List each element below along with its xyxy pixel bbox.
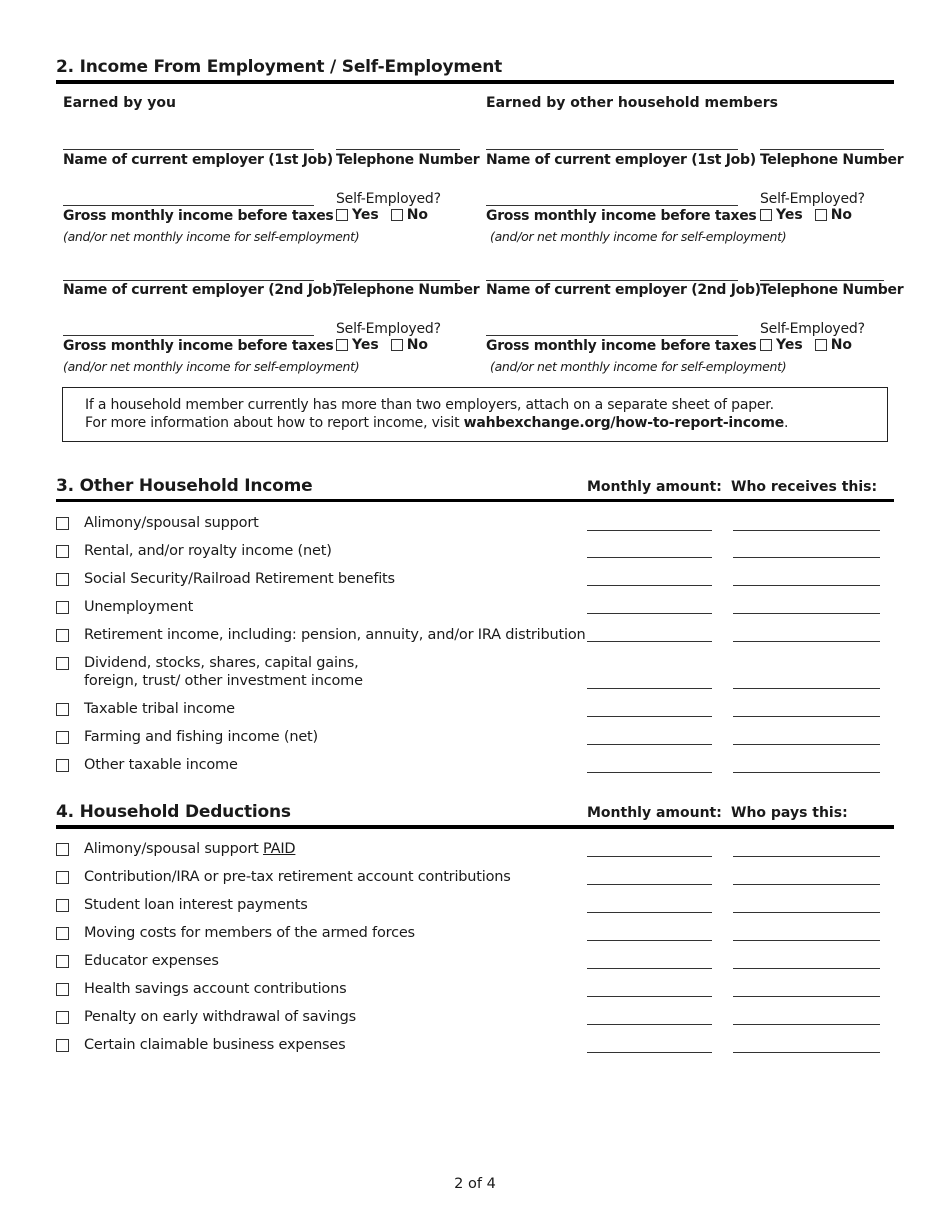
no-label: No: [406, 337, 429, 353]
amount-input[interactable]: [587, 530, 712, 531]
no-label: No: [830, 337, 853, 353]
you-phone-2-input[interactable]: [336, 280, 460, 281]
others-employer-1-input[interactable]: [486, 149, 738, 150]
income-item: [56, 542, 332, 560]
income-item-label: Alimony/spousal support: [84, 515, 259, 531]
you-gross-1-input[interactable]: [63, 205, 314, 206]
others-phone-2-label: Telephone Number: [760, 282, 904, 298]
others-se2-yes-checkbox[interactable]: [760, 339, 772, 351]
deduction-item: [56, 868, 511, 886]
income-item-label: [84, 654, 363, 690]
who-input[interactable]: [733, 912, 880, 913]
employer-notice-box: [62, 387, 888, 442]
income-item-label: Taxable tribal income: [84, 701, 235, 717]
others-employer-2-input[interactable]: [486, 280, 738, 281]
others-gross-1-label: Gross monthly income before taxes: [486, 208, 757, 224]
amount-input[interactable]: [587, 940, 712, 941]
section-3-rule: [56, 499, 894, 502]
deduction-item-label: Educator expenses: [84, 953, 219, 969]
yes-label: Yes: [776, 207, 803, 223]
section-2-title: 2. Income From Employment / Self-Employment: [56, 57, 503, 77]
who-input[interactable]: [733, 613, 880, 614]
retirement-checkbox[interactable]: [56, 629, 69, 642]
farming-checkbox[interactable]: [56, 731, 69, 744]
you-se2-no-checkbox[interactable]: [391, 339, 403, 351]
section-4-rule: [56, 825, 894, 829]
deduction-item: [56, 1036, 346, 1054]
social-security-checkbox[interactable]: [56, 573, 69, 586]
amount-input[interactable]: [587, 585, 712, 586]
income-item: [56, 728, 318, 746]
section-2-rule: [56, 80, 894, 84]
hsa-checkbox[interactable]: [56, 983, 69, 996]
tribal-income-checkbox[interactable]: [56, 703, 69, 716]
student-loan-checkbox[interactable]: [56, 899, 69, 912]
amount-input[interactable]: [587, 688, 712, 689]
income-item: [56, 514, 259, 532]
amount-input[interactable]: [587, 912, 712, 913]
alimony-paid-checkbox[interactable]: [56, 843, 69, 856]
income-item: [56, 626, 586, 644]
who-input[interactable]: [733, 1052, 880, 1053]
others-phone-1-input[interactable]: [760, 149, 884, 150]
yes-label: Yes: [776, 337, 803, 353]
who-input[interactable]: [733, 1024, 880, 1025]
yes-label: Yes: [352, 337, 379, 353]
income-item-label: Other taxable income: [84, 757, 238, 773]
who-input[interactable]: [733, 641, 880, 642]
dividend-line-1: Dividend, stocks, shares, capital gains,: [84, 655, 359, 671]
others-se1-no-checkbox[interactable]: [815, 209, 827, 221]
dividend-line-2: foreign, trust/ other investment income: [84, 673, 363, 689]
amount-input[interactable]: [587, 968, 712, 969]
amount-input[interactable]: [587, 557, 712, 558]
others-gross-2-input[interactable]: [486, 335, 738, 336]
notice-line-2: [85, 414, 887, 432]
who-input[interactable]: [733, 716, 880, 717]
deduction-item: [56, 980, 346, 998]
you-employer-2-input[interactable]: [63, 280, 314, 281]
notice-line-1: If a household member currently has more than two employers, attach on a separate sheet of paper.: [85, 397, 774, 413]
you-phone-1-input[interactable]: [336, 149, 460, 150]
section-4-amount-header: Monthly amount:: [587, 805, 722, 821]
amount-input[interactable]: [587, 996, 712, 997]
income-item: [56, 654, 363, 690]
who-input[interactable]: [733, 996, 880, 997]
earned-by-others-header: Earned by other household members: [486, 95, 778, 111]
income-item: [56, 570, 395, 588]
alimony-paid-prefix: Alimony/spousal support: [84, 841, 264, 857]
who-input[interactable]: [733, 530, 880, 531]
deduction-item-label: Moving costs for members of the armed forces: [84, 925, 415, 941]
deduction-item-label: [84, 840, 295, 858]
no-label: No: [406, 207, 429, 223]
no-label: No: [830, 207, 853, 223]
who-input[interactable]: [733, 688, 880, 689]
deduction-item-label: Penalty on early withdrawal of savings: [84, 1009, 356, 1025]
you-phone-1-label: Telephone Number: [336, 152, 480, 168]
income-item: [56, 700, 235, 718]
amount-input[interactable]: [587, 856, 712, 857]
income-item-label: Social Security/Railroad Retirement benefits: [84, 571, 395, 587]
income-item-label: Rental, and/or royalty income (net): [84, 543, 332, 559]
amount-input[interactable]: [587, 884, 712, 885]
amount-input[interactable]: [587, 1052, 712, 1053]
others-gross-1-input[interactable]: [486, 205, 738, 206]
who-input[interactable]: [733, 772, 880, 773]
others-self-employed-1-options: [760, 207, 852, 223]
others-self-employed-2-question: Self-Employed?: [760, 321, 865, 337]
you-phone-2-label: Telephone Number: [336, 282, 480, 298]
section-4-title: 4. Household Deductions: [56, 802, 291, 822]
others-employer-1-label: Name of current employer (1st Job): [486, 152, 756, 168]
notice-prefix: For more information about how to report income, visit: [85, 415, 464, 431]
you-gross-2-label: Gross monthly income before taxes: [63, 338, 334, 354]
income-item: [56, 598, 193, 616]
report-income-link[interactable]: wahbexchange.org/how-to-report-income: [463, 415, 785, 431]
amount-input[interactable]: [587, 641, 712, 642]
other-taxable-checkbox[interactable]: [56, 759, 69, 772]
you-self-employed-2-question: Self-Employed?: [336, 321, 441, 337]
others-net-note-1: (and/or net monthly income for self-employment): [490, 229, 787, 244]
you-net-note-2: (and/or net monthly income for self-employment): [63, 359, 360, 374]
moving-costs-checkbox[interactable]: [56, 927, 69, 940]
income-item-label: Retirement income, including: pension, annuity, and/or IRA distribution: [84, 627, 586, 643]
who-input[interactable]: [733, 557, 880, 558]
others-self-employed-1-question: Self-Employed?: [760, 191, 865, 207]
rental-checkbox[interactable]: [56, 545, 69, 558]
section-3-amount-header: Monthly amount:: [587, 479, 722, 495]
alimony-checkbox[interactable]: [56, 517, 69, 530]
yes-label: Yes: [352, 207, 379, 223]
deduction-item: [56, 952, 219, 970]
others-employer-2-label: Name of current employer (2nd Job): [486, 282, 761, 298]
you-net-note-1: (and/or net monthly income for self-employment): [63, 229, 360, 244]
who-input[interactable]: [733, 968, 880, 969]
deduction-item: [56, 924, 415, 942]
you-se2-yes-checkbox[interactable]: [336, 339, 348, 351]
you-self-employed-1-options: [336, 207, 428, 223]
income-item: [56, 756, 238, 774]
section-4-who-header: Who pays this:: [731, 805, 848, 821]
section-3-title: 3. Other Household Income: [56, 476, 313, 496]
others-se2-no-checkbox[interactable]: [815, 339, 827, 351]
others-gross-2-label: Gross monthly income before taxes: [486, 338, 757, 354]
you-se1-yes-checkbox[interactable]: [336, 209, 348, 221]
paid-emphasis: PAID: [263, 841, 296, 857]
deduction-item-label: Certain claimable business expenses: [84, 1037, 346, 1053]
earned-by-you-header: Earned by you: [63, 95, 177, 111]
deduction-item-label: Health savings account contributions: [84, 981, 347, 997]
income-item-label: Unemployment: [84, 599, 194, 615]
who-input[interactable]: [733, 856, 880, 857]
others-se1-yes-checkbox[interactable]: [760, 209, 772, 221]
deduction-item: [56, 1008, 356, 1026]
you-self-employed-2-options: [336, 337, 428, 353]
early-withdrawal-checkbox[interactable]: [56, 1011, 69, 1024]
who-input[interactable]: [733, 940, 880, 941]
deduction-item: [56, 896, 308, 914]
you-gross-1-label: Gross monthly income before taxes: [63, 208, 334, 224]
income-item-label: Farming and fishing income (net): [84, 729, 318, 745]
you-employer-2-label: Name of current employer (2nd Job): [63, 282, 338, 298]
business-expenses-checkbox[interactable]: [56, 1039, 69, 1052]
you-gross-2-input[interactable]: [63, 335, 314, 336]
deduction-item-label: Contribution/IRA or pre-tax retirement account contributions: [84, 869, 511, 885]
amount-input[interactable]: [587, 716, 712, 717]
who-input[interactable]: [733, 744, 880, 745]
deduction-item-label: Student loan interest payments: [84, 897, 308, 913]
amount-input[interactable]: [587, 613, 712, 614]
who-input[interactable]: [733, 884, 880, 885]
section-3-who-header: Who receives this:: [731, 479, 878, 495]
page-number: 2 of 4: [454, 1176, 496, 1192]
others-phone-1-label: Telephone Number: [760, 152, 904, 168]
amount-input[interactable]: [587, 772, 712, 773]
you-employer-1-label: Name of current employer (1st Job): [63, 152, 333, 168]
educator-expenses-checkbox[interactable]: [56, 955, 69, 968]
who-input[interactable]: [733, 585, 880, 586]
amount-input[interactable]: [587, 1024, 712, 1025]
amount-input[interactable]: [587, 744, 712, 745]
notice-suffix: .: [784, 415, 789, 431]
you-self-employed-1-question: Self-Employed?: [336, 191, 441, 207]
others-net-note-2: (and/or net monthly income for self-employment): [490, 359, 787, 374]
dividend-checkbox[interactable]: [56, 657, 69, 670]
ira-contribution-checkbox[interactable]: [56, 871, 69, 884]
others-self-employed-2-options: [760, 337, 852, 353]
you-se1-no-checkbox[interactable]: [391, 209, 403, 221]
you-employer-1-input[interactable]: [63, 149, 314, 150]
unemployment-checkbox[interactable]: [56, 601, 69, 614]
deduction-item: [56, 840, 295, 858]
others-phone-2-input[interactable]: [760, 280, 884, 281]
